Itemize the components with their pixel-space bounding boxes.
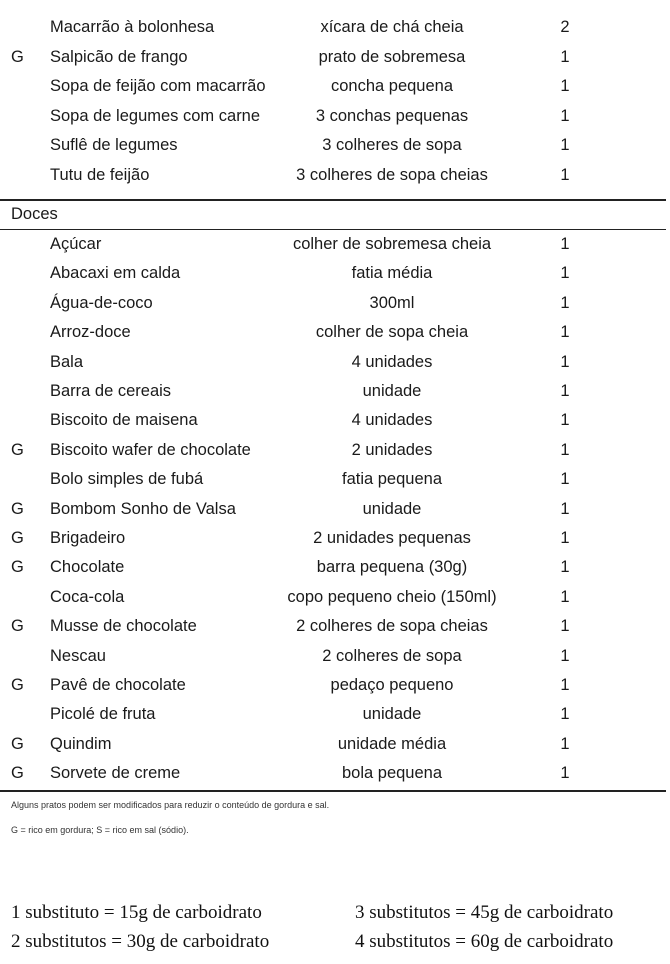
food-name: Barra de cereais <box>50 382 172 400</box>
substitute-count: 1 <box>560 676 570 694</box>
food-name: Suflê de legumes <box>50 136 178 154</box>
table-row <box>0 377 670 406</box>
food-name: Biscoito wafer de chocolate <box>50 440 251 459</box>
substitute-count: 1 <box>560 77 570 95</box>
substitute-count: 1 <box>560 558 570 577</box>
portion-size: unidade <box>362 382 422 400</box>
table-row <box>0 406 670 435</box>
substitute-count: 1 <box>560 734 570 753</box>
food-name: Quindim <box>50 734 112 753</box>
portion-size: prato de sobremesa <box>318 47 466 66</box>
fat-marker: G <box>11 47 24 66</box>
substitute-count: 1 <box>560 382 570 400</box>
table-row <box>0 72 670 101</box>
table-row <box>0 318 670 347</box>
substitute-3: 3 substitutos = 45g de carboidrato <box>355 902 614 923</box>
substitute-2: 2 substitutos = 30g de carboidrato <box>11 931 270 952</box>
substitute-count: 1 <box>560 136 570 154</box>
substitute-count: 1 <box>560 470 570 489</box>
portion-size: unidade <box>362 705 422 724</box>
portion-size: unidade <box>362 499 422 518</box>
table-row <box>0 13 670 42</box>
food-name: Tutu de feijão <box>50 165 150 184</box>
substitute-1: 1 substituto = 15g de carboidrato <box>11 902 262 923</box>
portion-size: 3 conchas pequenas <box>315 106 469 125</box>
substitute-count: 1 <box>560 47 570 66</box>
substitute-count: 1 <box>560 235 570 253</box>
food-name: Bolo simples de fubá <box>50 470 204 489</box>
substitute-count: 1 <box>560 411 570 430</box>
food-name: Açúcar <box>50 235 102 253</box>
table-row <box>0 289 670 318</box>
substitute-count: 2 <box>560 18 570 36</box>
table-row <box>0 583 670 612</box>
substitute-count: 1 <box>560 646 570 665</box>
food-name: Macarrão à bolonhesa <box>50 18 215 36</box>
table-row <box>0 43 670 72</box>
portion-size: copo pequeno cheio (150ml) <box>287 587 497 606</box>
portion-size: 3 colheres de sopa <box>322 136 462 154</box>
food-name: Bala <box>50 352 84 371</box>
table-row <box>0 671 670 700</box>
food-name: Água-de-coco <box>50 293 153 312</box>
table-row <box>0 259 670 288</box>
portion-size: bola pequena <box>341 764 442 783</box>
food-name: Bombom Sonho de Valsa <box>50 499 236 518</box>
fat-marker: G <box>11 558 24 577</box>
substitute-count: 1 <box>560 293 570 312</box>
footnote-legend: G = rico em gordura; S = rico em sal (sódio). <box>11 825 189 835</box>
substitute-count: 1 <box>560 705 570 724</box>
food-name: Musse de chocolate <box>50 617 197 636</box>
footnote-modification: Alguns pratos podem ser modificados para reduzir o conteúdo de gordura e sal. <box>11 800 330 810</box>
substitute-count: 1 <box>560 352 570 371</box>
food-name: Chocolate <box>50 558 125 577</box>
substitute-count: 1 <box>560 264 570 283</box>
portion-size: fatia média <box>351 264 433 283</box>
table-bottom-rule <box>0 790 666 792</box>
fat-marker: G <box>11 440 24 459</box>
substitute-count: 1 <box>560 323 570 342</box>
table-row <box>0 495 670 524</box>
food-name: Biscoito de maisena <box>50 411 198 430</box>
table-row <box>0 348 670 377</box>
food-name: Abacaxi em calda <box>50 264 181 283</box>
substitute-count: 1 <box>560 106 570 125</box>
fat-marker: G <box>11 734 24 753</box>
table-row <box>0 131 670 160</box>
food-name: Picolé de fruta <box>50 705 156 724</box>
table-row <box>0 612 670 641</box>
table-row <box>0 524 670 553</box>
food-name: Arroz-doce <box>50 323 131 342</box>
portion-size: fatia pequena <box>341 470 442 489</box>
table-row <box>0 465 670 494</box>
portion-size: colher de sopa cheia <box>315 323 469 342</box>
portion-size: xícara de chá cheia <box>320 18 464 36</box>
substitute-count: 1 <box>560 764 570 783</box>
table-row <box>0 642 670 671</box>
fat-marker: G <box>11 617 24 636</box>
food-name: Sorvete de creme <box>50 764 181 783</box>
substitute-count: 1 <box>560 165 570 184</box>
food-name: Sopa de legumes com carne <box>50 106 261 125</box>
food-name: Nescau <box>50 646 106 665</box>
substitute-count: 1 <box>560 529 570 547</box>
portion-size: 4 unidades <box>351 352 433 371</box>
food-name: Sopa de feijão com macarrão <box>50 77 266 95</box>
portion-size: 300ml <box>369 293 415 312</box>
fat-marker: G <box>11 499 24 518</box>
table-row <box>0 436 670 465</box>
table-row <box>0 700 670 729</box>
substitute-4: 4 substitutos = 60g de carboidrato <box>355 931 614 952</box>
portion-size: unidade média <box>337 734 447 753</box>
fat-marker: G <box>11 764 24 783</box>
portion-size: concha pequena <box>330 77 454 95</box>
food-name: Salpicão de frango <box>50 47 188 66</box>
table-row <box>0 161 670 190</box>
table-row <box>0 759 670 788</box>
portion-size: 4 unidades <box>351 411 433 430</box>
food-name: Pavê de chocolate <box>50 676 186 694</box>
table-row <box>0 730 670 759</box>
table-row <box>0 102 670 131</box>
substitute-count: 1 <box>560 499 570 518</box>
food-name: Coca-cola <box>50 587 125 606</box>
table-row <box>0 230 670 259</box>
portion-size: 2 colheres de sopa <box>322 646 462 665</box>
portion-size: 2 colheres de sopa cheias <box>296 617 488 636</box>
substitute-count: 1 <box>560 617 570 636</box>
portion-size: 2 unidades pequenas <box>313 529 471 547</box>
portion-size: 3 colheres de sopa cheias <box>296 165 488 184</box>
portion-size: pedaço pequeno <box>330 676 454 694</box>
food-name: Brigadeiro <box>50 529 126 547</box>
portion-size: 2 unidades <box>351 440 433 459</box>
substitute-count: 1 <box>560 587 570 606</box>
portion-size: barra pequena (30g) <box>316 558 468 577</box>
fat-marker: G <box>11 529 24 547</box>
table-row <box>0 553 670 582</box>
substitute-count: 1 <box>560 440 570 459</box>
section-title-doces: Doces <box>11 205 58 223</box>
section-divider-top <box>0 199 666 201</box>
fat-marker: G <box>11 676 24 694</box>
portion-size: colher de sobremesa cheia <box>292 235 492 253</box>
